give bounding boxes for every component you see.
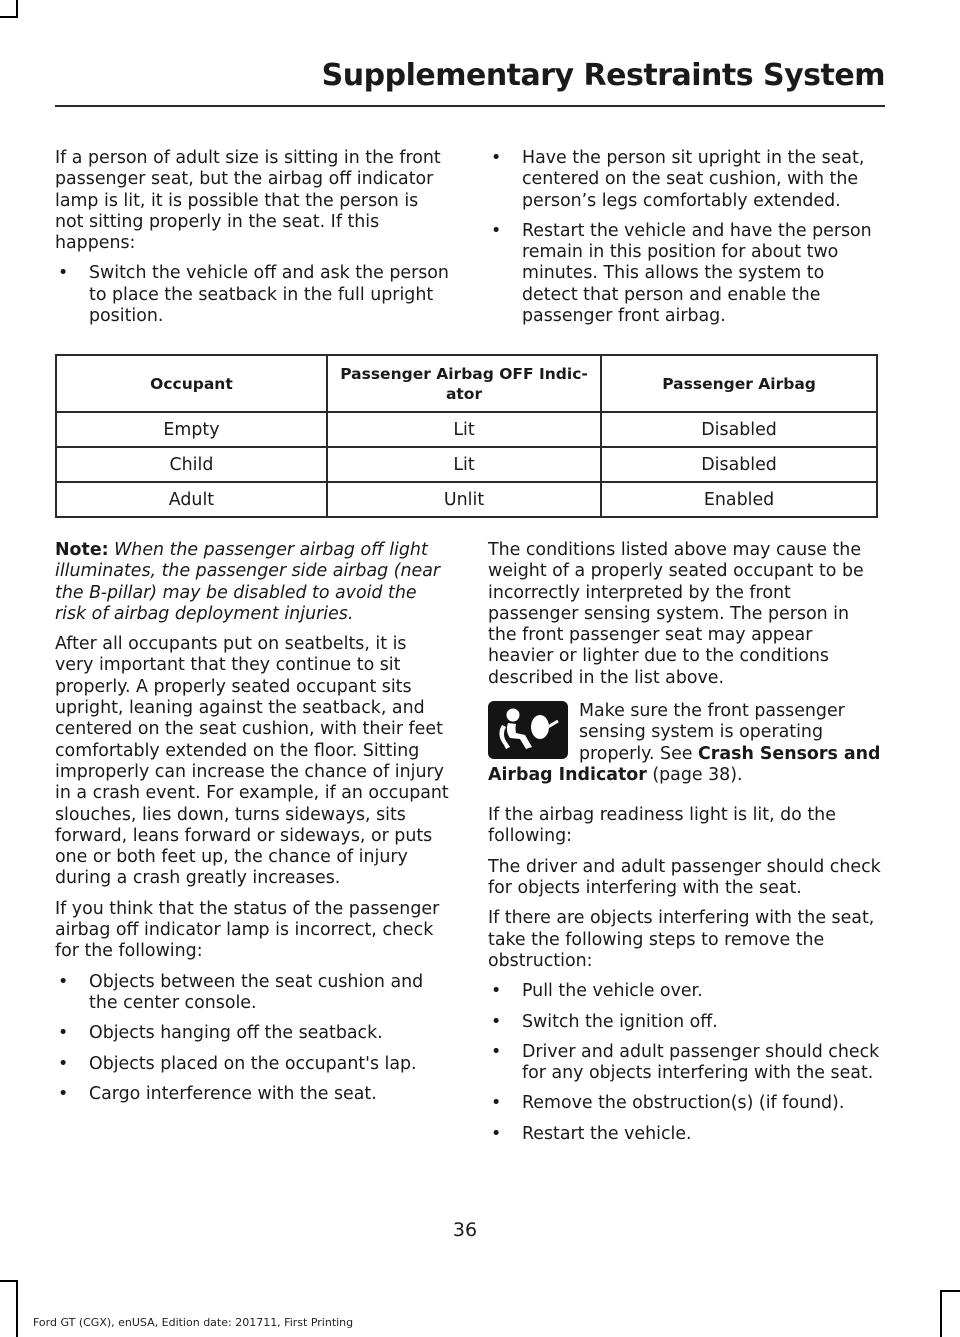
table-cell: Enabled [601, 482, 877, 517]
list-item: • Remove the obstruction(s) (if found). [491, 1093, 845, 1114]
bullet-icon: • [58, 263, 69, 284]
list-item: • Driver and adult passenger should check for any objects interfering with the seat. [491, 1041, 880, 1084]
list-item: • Objects between the seat cushion and the center console. [58, 971, 424, 1013]
right-column-bottom [488, 701, 882, 1154]
bullet-icon: • [491, 148, 502, 168]
list-item: • Objects hanging off the seatback. [58, 1023, 383, 1044]
table-header-indicator: Passenger Airbag OFF Indic- ator [327, 355, 601, 412]
bullet-icon: • [491, 1041, 502, 1062]
crop-mark [16, 1280, 18, 1337]
bullet-icon: • [491, 220, 502, 241]
list-item: • Restart the vehicle. [491, 1123, 692, 1144]
table-cell: Child [56, 447, 327, 482]
table-cell: Lit [327, 447, 601, 482]
table-row [56, 482, 877, 517]
right-bottom-bullet-list [488, 981, 882, 1145]
page-title: Supplementary Restraints System [321, 58, 885, 93]
table-cell: Disabled [601, 447, 877, 482]
header-rule [55, 105, 885, 107]
note-paragraph [55, 540, 450, 625]
list-item: • Pull the vehicle over. [491, 981, 703, 1002]
table-cell: Disabled [601, 412, 877, 447]
list-item: • Objects placed on the occupant's lap. [58, 1053, 417, 1074]
left-bottom-bullet-list [55, 972, 450, 1105]
icon-spacer [488, 701, 579, 763]
occupant-airbag-table [55, 354, 878, 518]
list-item: • Have the person sit upright in the seat, centered on the seat cushion, with the person’s legs comfortably extended. [491, 148, 865, 211]
left-top-bullet-list [55, 263, 450, 327]
table-header-row [56, 355, 877, 412]
intro-paragraph: If a person of adult size is sitting in the front passenger seat, but the airbag off indicator lamp is lit, it is possible that the person is not sitting properly in the seat. If this happens: [55, 148, 441, 254]
right-top-bullet-list [488, 148, 882, 327]
note-label: Note: [55, 540, 109, 560]
bullet-icon: • [58, 971, 69, 992]
sensing-paragraph: Make sure the front passenger sensing system is operating properly. See Crash Sensors and Airbag Indicator (page 38). [488, 701, 881, 785]
bullet-icon: • [491, 981, 502, 1002]
list-item: • Switch the vehicle off and ask the person to place the seatback in the full upright position. [58, 263, 449, 327]
left-column-bottom [55, 540, 450, 1114]
bullet-icon: • [58, 1023, 69, 1044]
driver-check-paragraph: The driver and adult passenger should check for objects interfering with the seat. [488, 856, 881, 899]
left-column-top [55, 148, 450, 336]
table-cell: Empty [56, 412, 327, 447]
bullet-icon: • [491, 1123, 502, 1144]
seating-paragraph: After all occupants put on seatbelts, it is very important that they continue to sit properly. A properly seated occupant sits upright, leaning against the seatback, and centered on the seat cushion, with their feet comfortably extended on the floor. Sitting improperly can increase the chance of injury in a crash event. For example, if an occupant slouches, lies down, turns sideways, sits forward, leans forward or sideways, or puts one or both feet up, the chance of injury during a crash greatly increases. [55, 634, 449, 889]
check-paragraph: If you think that the status of the passenger airbag off indicator lamp is incorrect, check for the following: [55, 898, 440, 962]
crash-sensors-link[interactable]: Crash Sensors and Airbag Indicator [488, 743, 881, 785]
conditions-paragraph: The conditions listed above may cause the weight of a properly seated occupant to be incorrectly interpreted by the front passenger sensing system. The person in the front passenger seat may appear heavier or lighter due to the conditions described in the list above. [488, 540, 864, 688]
bullet-icon: • [491, 1093, 502, 1114]
list-item: • Restart the vehicle and have the person remain in this position for about two minutes. This allows the system to detect that person and enable the passenger front airbag. [491, 220, 872, 327]
table-header-airbag: Passenger Airbag [601, 355, 877, 412]
table-header-occupant: Occupant [56, 355, 327, 412]
page-number: 36 [452, 1219, 478, 1241]
bullet-icon: • [491, 1011, 502, 1032]
bullet-icon: • [58, 1083, 69, 1104]
table-cell: Unlit [327, 482, 601, 517]
crop-mark [940, 1290, 960, 1292]
readiness-paragraph: If the airbag readiness light is lit, do the following: [488, 805, 836, 847]
list-item: • Cargo interference with the seat. [58, 1083, 377, 1104]
crop-mark [940, 1290, 942, 1337]
table-row [56, 447, 877, 482]
note-text: When the passenger airbag off light illuminates, the passenger side airbag (near the B-pillar) may be disabled to avoid the risk of airbag deployment injuries. [55, 540, 440, 624]
bullet-icon: • [58, 1053, 69, 1074]
crop-mark [0, 1280, 18, 1282]
crop-mark [0, 16, 18, 18]
table-cell: Lit [327, 412, 601, 447]
list-item: • Switch the ignition off. [491, 1011, 718, 1032]
table-cell: Adult [56, 482, 327, 517]
obstruction-paragraph: If there are objects interfering with the seat, take the following steps to remove the obstruction: [488, 908, 875, 971]
table-row [56, 412, 877, 447]
right-column-bottom-top [488, 540, 882, 698]
footer-edition-info: Ford GT (CGX), enUSA, Edition date: 201711, First Printing [33, 1316, 354, 1329]
right-column-top [488, 148, 882, 336]
